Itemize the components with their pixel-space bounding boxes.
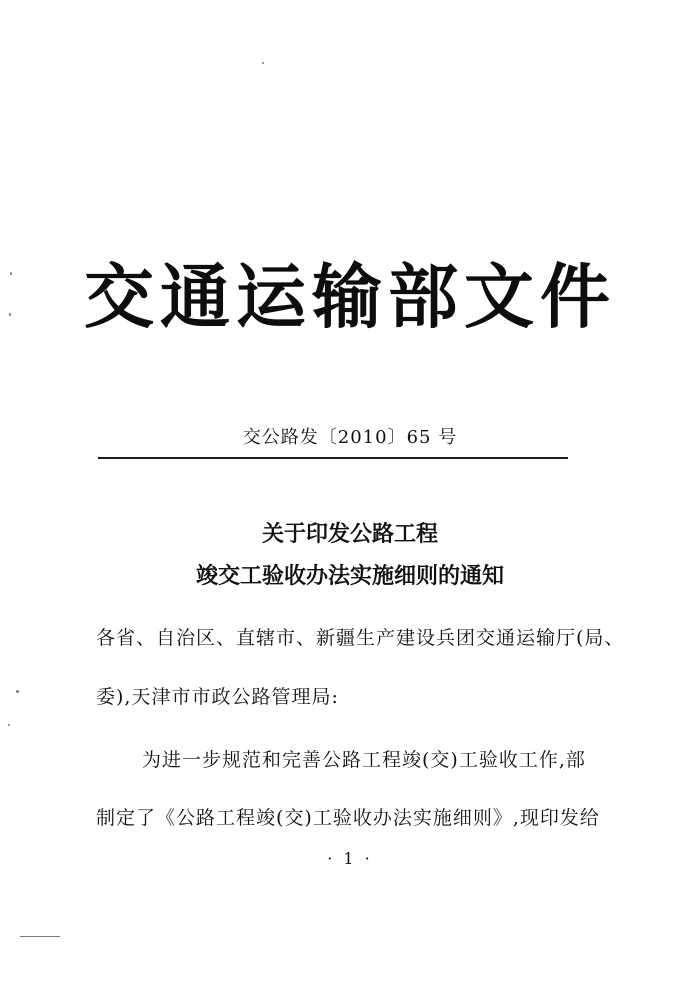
scan-speck xyxy=(16,690,19,693)
page-number: · 1 · xyxy=(327,849,373,868)
scan-speck xyxy=(9,313,11,316)
scan-speck xyxy=(8,724,10,726)
body-text-line: 委),天津市市政公路管理局: xyxy=(96,686,339,708)
scan-speck xyxy=(20,936,60,937)
scan-speck xyxy=(10,272,12,275)
body-text-line: 各省、自治区、直辖市、新疆生产建设兵团交通运输厅(局、 xyxy=(96,627,625,649)
document-header-title: 交通运输部文件 xyxy=(84,256,616,338)
header-divider xyxy=(98,457,568,459)
body-text-line: 为进一步规范和完善公路工程竣(交)工验收工作,部 xyxy=(142,749,586,771)
document-number: 交公路发〔2010〕65 号 xyxy=(242,427,458,448)
scan-speck xyxy=(262,62,264,64)
notice-title-line-1: 关于印发公路工程 xyxy=(261,522,438,547)
notice-title-line-2: 竣交工验收办法实施细则的通知 xyxy=(195,564,504,589)
body-text-line: 制定了《公路工程竣(交)工验收办法实施细则》,现印发给 xyxy=(96,807,600,829)
